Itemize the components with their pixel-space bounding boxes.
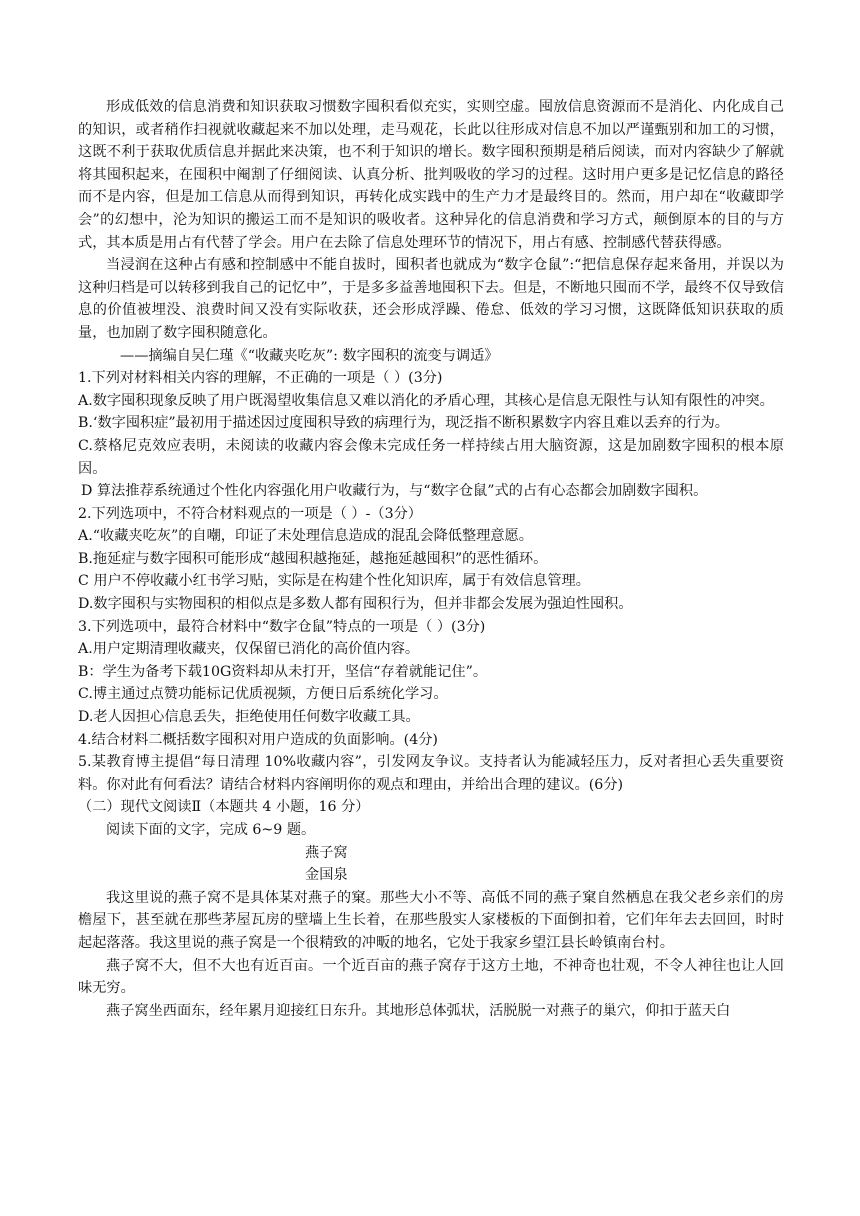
story-title: 燕子窝: [305, 844, 348, 861]
question-2-stem: 2.下列选项中，不符合材料观点的一项是（ ）-（3分）: [78, 505, 422, 522]
question-1-option-b: B.‘数字囤积症”最初用于描述因过度囤积导致的病理行为，现泛指不断积累数字内容且难以丢弃的行为。: [78, 415, 729, 432]
story-paragraph-3: 燕子窝坐西面东，经年累月迎接红日东升。其地形总体弧状，活脱脱一对燕子的巢穴，仰扣于蓝天白: [106, 1002, 731, 1019]
question-2-option-b: B.拖延症与数字囤积可能形成“越囤积越拖延，越拖延越囤积”的恶性循环。: [78, 550, 548, 567]
question-3-option-d: D.老人因担心信息丢失，拒绝使用任何数字收藏工具。: [78, 709, 420, 726]
question-3-stem: 3.下列选项中，最符合材料中“数字仓鼠”特点的一项是（ ）(3分): [78, 618, 486, 635]
section-2-instruction: 阅读下面的文字，完成 6~9 题。: [106, 822, 316, 838]
question-2-option-a: A.“收藏夹吃灰”的自嘲，印证了未处理信息造成的混乱会降低整理意愿。: [78, 528, 533, 545]
story-paragraph-1: 我这里说的燕子窝不是具体某对燕子的窠。那些大小不等、高低不同的燕子窠自然栖息在我父老乡亲们的房檐屋下，甚至就在那些茅屋瓦房的壁墙上生长着，在那些殷实人家楼板的下面倒扣着，它们年年去去回回，时时起起落落。我这里说的燕子窝是一个很精致的冲畈的地名，它处于我家乡望江县长岭镇南台村。: [78, 889, 784, 951]
question-1-option-c: C.蔡格尼克效应表明，未阅读的收藏内容会像未完成任务一样持续占用大脑资源，这是加剧数字囤积的根本原因。: [78, 437, 784, 477]
story-paragraph-2: 燕子窝不大，但不大也有近百亩。一个近百亩的燕子窝存于这方土地，不神奇也壮观，不令人神往也让人回味无穷。: [78, 957, 784, 997]
passage1-source: ——摘编自吴仁瑾《“收藏夹吃灰”: 数字囤积的流变与调适》: [120, 347, 499, 364]
question-5: 5.某教育博主提倡“每日清理 10%收藏内容”，引发网友争议。支持者认为能减轻压力，反对者担心丢失重要资料。你对此有何看法？请结合材料内容阐明你的观点和理由，并给出合理的建议。(6分): [78, 754, 784, 793]
question-1-option-d: D 算法推荐系统通过个性化内容强化用户收藏行为，与“数字仓鼠”式的占有心态都会加剧数字囤积。: [81, 483, 708, 500]
passage1-paragraph-2: 当浸润在这种占有感和控制感中不能自拔时，囤积者也就成为“数字仓鼠”:“把信息保存起来备用，并误以为这种归档是可以转移到我自己的记忆中”，于是多多益善地囤积下去。但是，不断地只囤而不学，最终不仅导致信息的价值被埋没、浪费时间又没有实际收获，还会形成浮躁、倦怠、低效的学习习惯，这既降低知识获取的质量，也加剧了数字囤积随意化。: [78, 257, 784, 341]
story-author: 金国泉: [305, 867, 348, 884]
question-1-stem: 1.下列对材料相关内容的理解，不正确的一项是（ ）(3分): [78, 370, 443, 387]
passage1-paragraph-1: 形成低效的信息消费和知识获取习惯数字囤积看似充实，实则空虚。囤放信息资源而不是消化、内化成自己的知识，或者稍作扫视就收藏起来不加以处理，走马观花，长此以往形成对信息不加以严谨甄别和加工的习惯，这既不利于获取优质信息并据此来决策，也不利于知识的增长。数字囤积预期是稍后阅读，而对内容缺少了解就将其囤积起来，在囤积中阉割了仔细阅读、认真分析、批判吸收的学习的过程。这时用户更多是记忆信息的路径而不是内容，但是加工信息从而得到知识，再转化成实践中的生产力才是最终目的。然而，用户却在“收藏即学会”的幻想中，沦为知识的搬运工而不是知识的吸收者。这种异化的信息消费和学习方式，颠倒原本的目的与方式，其本质是用占有代替了学会。用户在去除了信息处理环节的情况下，用占有感、控制感代替获得感。: [78, 99, 784, 251]
question-3-option-a: A.用户定期清理收藏夹，仅保留已消化的高价值内容。: [78, 641, 420, 658]
section-2-heading: （二）现代文阅读Ⅱ（本题共 4 小题，16 分）: [78, 799, 370, 816]
question-3-option-b: B：学生为备考下载10G资料却从未打开，坚信“存着就能记住”。: [78, 663, 488, 680]
page-content: [78, 96, 784, 1022]
question-2-option-c: C 用户不停收藏小红书学习贴，实际是在构建个性化知识库，属于有效信息管理。: [78, 573, 590, 590]
question-3-option-c: C.博主通过点赞功能标记优质视频，方便日后系统化学习。: [78, 686, 448, 703]
question-1-option-a: A.数字囤积现象反映了用户既渴望收集信息又难以消化的矛盾心理，其核心是信息无限性与认知有限性的冲突。: [78, 392, 774, 409]
question-4: 4.结合材料二概括数字囤积对用户造成的负面影响。(4分): [78, 731, 438, 748]
question-2-option-d: D.数字囤积与实物囤积的相似点是多数人都有囤积行为，但并非都会发展为强迫性囤积。: [78, 596, 633, 613]
